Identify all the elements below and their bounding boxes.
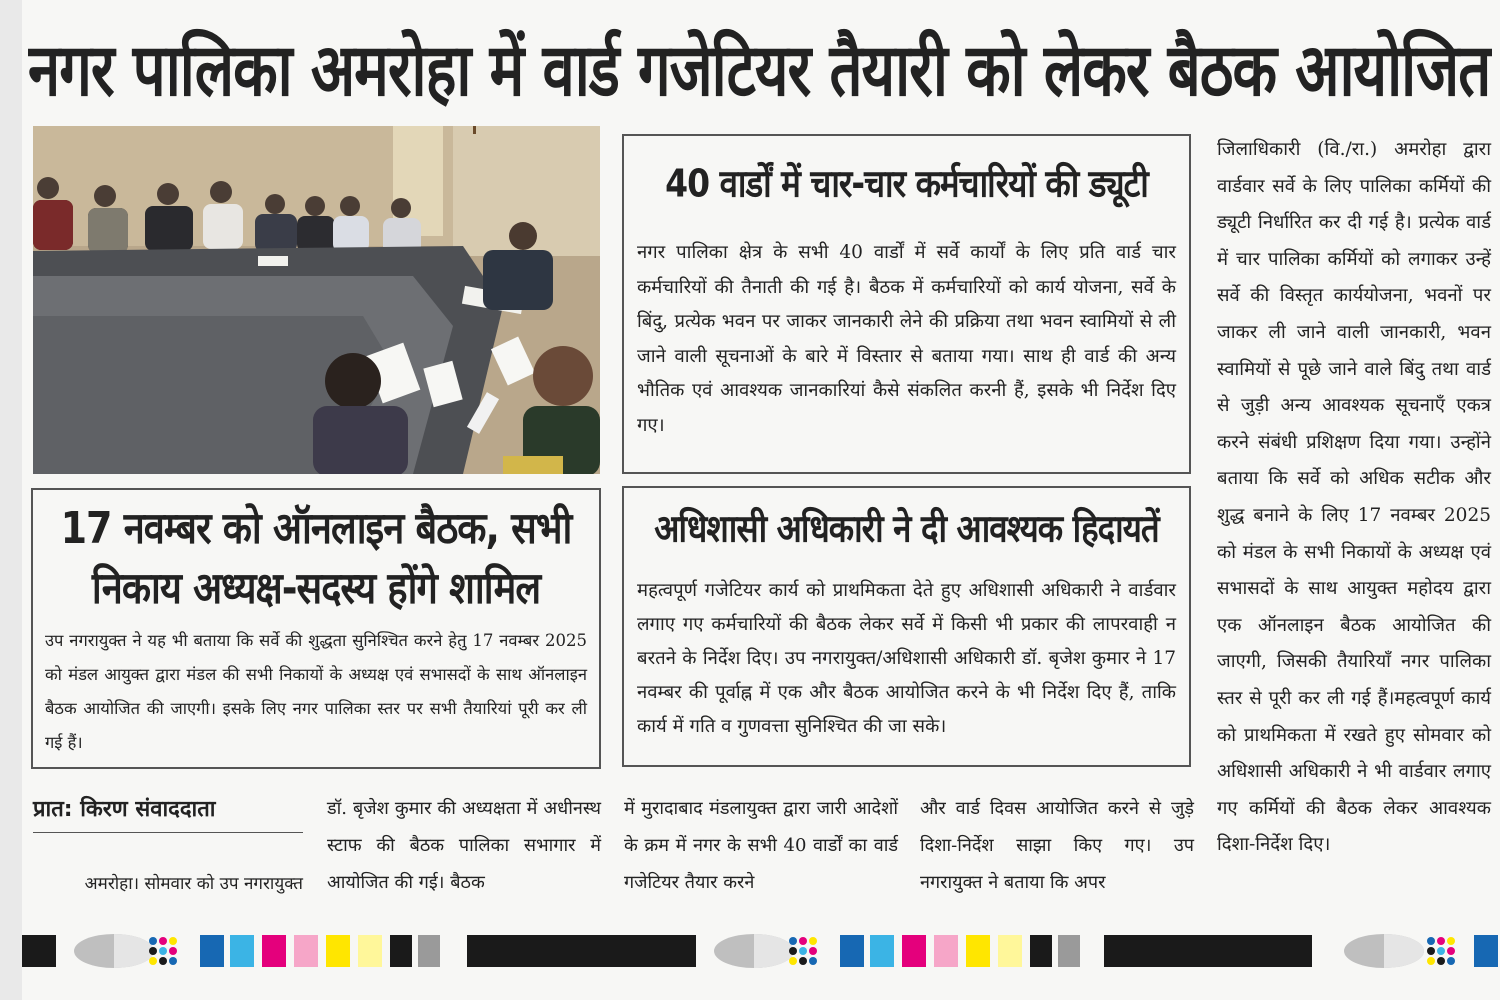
- headline: नगर पालिका अमरोहा में वार्ड गजेटियर तैयारी को लेकर बैठक आयोजित: [28, 27, 1491, 113]
- meeting-photo: [33, 126, 600, 474]
- bottom-column-3: में मुरादाबाद मंडलायुक्त द्वारा जारी आदेशों के क्रम में नगर के सभी 40 वार्डों का वार्ड गजेटियर तैयार करने: [624, 798, 898, 893]
- box-ward-duty: [622, 134, 1191, 474]
- bottom-column-2: डॉ. बृजेश कुमार की अध्यक्षता में अधीनस्थ स्टाफ की बैठक पालिका सभागार में आयोजित की गई। बैठक: [327, 798, 601, 893]
- box-ward-duty-title: 40 वार्डों में चार-चार कर्मचारियों की ड्यूटी: [665, 161, 1148, 206]
- print-color-bar: [22, 925, 1500, 985]
- box-online-meeting-body: उप नगरायुक्त ने यह भी बताया कि सर्वे की शुद्धता सुनिश्चित करने हेतु 17 नवम्बर 2025 को मंडल आयुक्त द्वारा मंडल की सभी निकायों के अध्यक्ष एवं सभासदों के साथ ऑनलाइन बैठक आयोजित की जाएगी। इसके लिए नगर पालिका स्तर पर सभी तैयारियां पूरी कर ली गई हैं।: [45, 631, 587, 752]
- box-eo-instructions: [622, 486, 1191, 767]
- box-ward-duty-body: नगर पालिका क्षेत्र के सभी 40 वार्डों में सर्वे कार्यों के लिए प्रति वार्ड चार कर्मचारियों की तैनाती की गई है। बैठक में कर्मचारियों को कार्य योजना, सर्वे के बिंदु, प्रत्येक भवन पर जाकर जानकारी लेने की प्रक्रिया तथा भवन स्वामियों से ली जाने वाली सूचनाओं के बारे में विस्तार से बताया गया। साथ ही वार्ड की अन्य भौतिक एवं आवश्यक जानकारियां कैसे संकलित करनी हैं, इसके भी निर्देश दिए गए।: [637, 242, 1176, 436]
- box-online-meeting-title: 17 नवम्बर को ऑनलाइन बैठक, सभी निकाय अध्यक्ष-सदस्य होंगे शामिल: [60, 502, 572, 614]
- box-eo-instructions-body: महत्वपूर्ण गजेटियर कार्य को प्राथमिकता देते हुए अधिशासी अधिकारी ने वार्डवार लगाए गए कर्मचारियों की बैठक लेकर सर्वे में किसी भी प्रकार की लापरवाही न बरतने के निर्देश दिए। उप नगरायुक्त/अधिशासी अधिकारी डॉ. बृजेश कुमार ने 17 नवम्बर की पूर्वाह्न में एक और बैठक आयोजित करने के भी निर्देश दिए हैं, ताकि कार्य में गति व गुणवत्ता सुनिश्चित की जा सके।: [637, 580, 1176, 737]
- bottom-column-4: और वार्ड दिवस आयोजित करने से जुड़े दिशा-निर्देश साझा किए गए। उप नगरायुक्त ने बताया कि अपर: [920, 798, 1194, 893]
- box-eo-instructions-title: अधिशासी अधिकारी ने दी आवश्यक हिदायतें: [654, 506, 1159, 551]
- right-column-text: जिलाधिकारी (वि./रा.) अमरोहा द्वारा वार्डवार सर्वे के लिए पालिका कर्मियों की ड्यूटी निर्धारित कर दी गई है। प्रत्येक वार्ड में चार पालिका कर्मियों को लगाकर उन्हें सर्वे की विस्तृत कार्ययोजना, भवनों पर जाकर ली जाने वाली जानकारी, भवन स्वामियों से पूछे जाने वाले बिंदु तथा वार्ड से जुड़ी अन्य आवश्यक सूचनाएँ एकत्र करने संबंधी प्रशिक्षण दिया गया। उन्होंने बताया कि सर्वे को अधिक सटीक और शुद्ध बनाने के लिए 17 नवम्बर 2025 को मंडल के सभी निकायों के अध्यक्ष एवं सभासदों के साथ आयुक्त महोदय द्वारा एक ऑनलाइन बैठक आयोजित की जाएगी, जिसकी तैयारियाँ नगर पालिका स्तर से पूरी कर ली गई हैं।महत्वपूर्ण कार्य को प्राथमिकता में रखते हुए सोमवार को अधिशासी अधिकारी ने भी वार्डवार लगाए गए कर्मियों की बैठक लेकर आवश्यक दिशा-निर्देश दिए।: [1217, 139, 1491, 856]
- bottom-column-1: अमरोहा। सोमवार को उप नगरायुक्त: [84, 874, 303, 894]
- byline: प्रात: किरण संवाददाता: [33, 793, 303, 833]
- box-online-meeting: [31, 488, 601, 769]
- page-margin: [0, 0, 22, 1000]
- meeting-photo-illustration: [33, 126, 600, 474]
